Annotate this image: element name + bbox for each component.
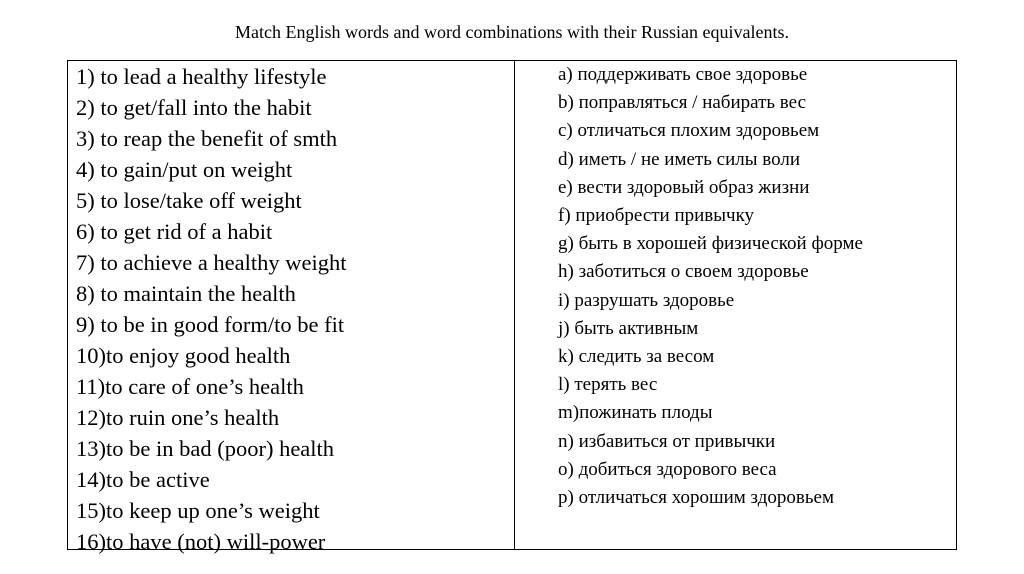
russian-item: a) поддерживать свое здоровье [558,64,808,85]
english-item: 1) to lead a healthy lifestyle [76,64,327,89]
english-item: 12)to ruin one’s health [76,405,280,430]
english-column [76,61,347,557]
russian-item: g) быть в хорошей физической форме [558,233,863,255]
column-divider [514,61,515,549]
page-title: Match English words and word combinations with their Russian equivalents. [235,22,789,42]
english-item: 9) to be in good form/to be fit [76,312,345,337]
english-item: 8) to maintain the health [76,281,296,306]
matching-table [67,60,957,554]
russian-item: i) разрушать здоровье [558,289,735,311]
russian-item: o) добиться здорового веса [558,458,777,480]
russian-item: j) быть активным [558,317,699,339]
english-item: 13)to be in bad (poor) health [76,436,335,461]
english-item: 6) to get rid of a habit [76,219,273,244]
english-item: 10)to enjoy good health [76,343,291,368]
english-item: 7) to achieve a healthy weight [76,250,347,275]
english-item: 3) to reap the benefit of smth [76,126,338,151]
russian-item: k) следить за весом [558,346,715,368]
english-item: 15)to keep up one’s weight [76,498,320,523]
english-item: 2) to get/fall into the habit [76,95,312,120]
russian-item: h) заботиться о своем здоровье [558,261,809,283]
english-item: 16)to have (not) will-power [76,529,326,554]
russian-item: c) отличаться плохим здоровьем [558,120,820,142]
english-item: 5) to lose/take off weight [76,188,302,213]
russian-item: f) приобрести привычку [558,205,755,227]
english-item: 4) to gain/put on weight [76,157,293,182]
russian-item: d) иметь / не иметь силы воли [558,148,800,170]
russian-item: e) вести здоровый образ жизни [558,176,810,198]
russian-column [558,61,863,512]
russian-item: b) поправляться / набирать вес [558,92,807,114]
english-item: 11)to care of one’s health [76,374,304,399]
russian-item: m)пожинать плоды [558,402,713,424]
russian-item: n) избавиться от привычки [558,430,776,452]
russian-item: p) отличаться хорошим здоровьем [558,487,834,509]
russian-item: l) терять вес [558,374,658,396]
english-item: 14)to be active [76,467,210,492]
